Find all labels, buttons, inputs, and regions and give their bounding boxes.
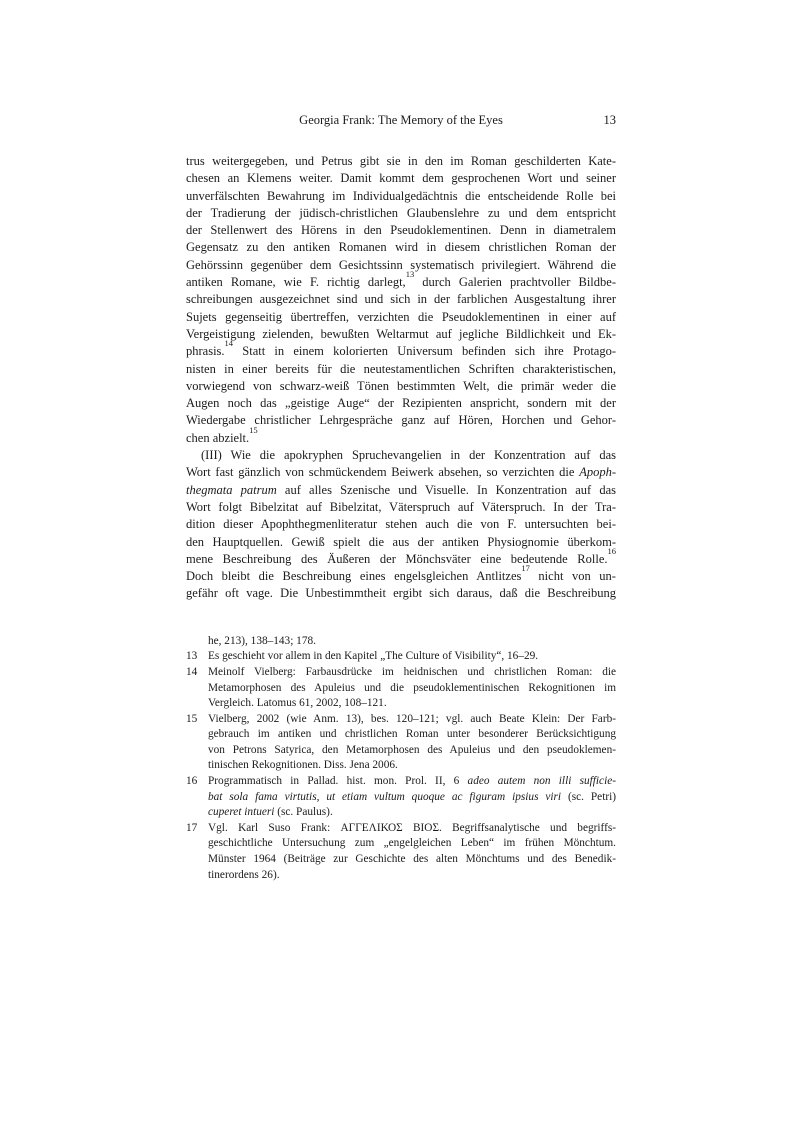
text-line: Gehörssinn gegenüber dem Gesichtssinn systematisch privilegiert. Während die bbox=[186, 257, 616, 272]
italic-text: thegmata patrum bbox=[186, 482, 277, 497]
text-line: tinerordens 26). bbox=[208, 868, 280, 881]
text-line: chen abzielt.$^{15}$ bbox=[186, 424, 258, 445]
text-line: Wiedergabe christlicher Lehrgespräche ganz auf Hören, Horchen und Gehor- bbox=[186, 413, 616, 428]
footnote-number: 16 bbox=[186, 775, 198, 788]
footnote-number bbox=[186, 634, 208, 650]
text-line: Es geschieht vor allem in den Kapitel „The Culture of Visibility“, 16–29. bbox=[208, 650, 539, 663]
text-line: den Hauptquellen. Gewiß spielt die aus der antiken Physiognomie überkom- bbox=[186, 534, 616, 549]
text-line: geschichtliche Untersuchung zum „engelgleichen Leben“ im frühen Mönchtum. bbox=[208, 837, 616, 850]
italic-text: cuperet intueri bbox=[208, 806, 275, 819]
text-line: thegmata patrum auf alles Szenische und Visuelle. In Konzentration auf das bbox=[186, 482, 616, 497]
running-header bbox=[186, 113, 616, 130]
text-line: Vergleich. Latomus 61, 2002, 108–121. bbox=[208, 697, 387, 710]
footnote-ref: 15 bbox=[249, 424, 258, 435]
text-line: vorwiegend von schwarz-weiß Tönen bestimmten Welt, die primär weder die bbox=[186, 378, 616, 393]
text-line: der Stellenwert des Hörens in den Pseudoklementinen. Denn in diametralem bbox=[186, 223, 616, 238]
italic-text: bat sola fama virtutis, ut etiam vultum quoque ac figuram ipsius viri bbox=[208, 790, 562, 803]
body-text bbox=[186, 153, 616, 603]
text-line: Wort fast gänzlich von schmückendem Beiwerk absehen, so verzichten die Apoph- bbox=[186, 465, 616, 480]
footnote-text bbox=[208, 774, 616, 821]
footnote-item bbox=[186, 634, 616, 650]
text-line: (III) Wie die apokryphen Spruchevangelien in der Konzentration auf das bbox=[201, 448, 616, 463]
italic-text: adeo autem non illi sufficie- bbox=[467, 775, 616, 788]
text-line: Vielberg, 2002 (wie Anm. 13), bes. 120–121; vgl. auch Beate Klein: Der Farb- bbox=[208, 712, 616, 725]
text-line: he, 213), 138–143; 178. bbox=[208, 634, 316, 647]
text-line: trus weitergegeben, und Petrus gibt sie in den im Roman geschilderten Kate- bbox=[186, 154, 616, 168]
text-block bbox=[186, 113, 616, 883]
text-line: mene Beschreibung des Äußeren der Mönchsväter eine bedeutende Rolle.$^{16}$ bbox=[186, 545, 616, 566]
footnote-ref: 14 bbox=[224, 338, 234, 349]
paragraph bbox=[186, 153, 616, 447]
footnote-text bbox=[208, 665, 616, 712]
footnote-number: 13 bbox=[186, 650, 198, 663]
text-line: unverfälschten Bewahrung im Individualgedächtnis die entscheidende Rolle bei bbox=[186, 188, 616, 203]
text-line: von Petrons Satyrica, den Metamorphosen des Apuleius und den pseudoklemen- bbox=[208, 743, 616, 756]
footnote-text bbox=[208, 821, 616, 883]
footnote-item bbox=[186, 665, 616, 712]
footnote-ref: 16 bbox=[607, 545, 616, 556]
text-line: gefähr oft vage. Die Unbestimmtheit ergibt sich daraus, daß die Beschreibung bbox=[186, 586, 616, 601]
footnote-ref: 13 bbox=[405, 269, 415, 280]
text-line: Augen noch das „geistige Auge“ der Rezipienten anspricht, sondern mit der bbox=[186, 396, 616, 411]
running-header-title: Georgia Frank: The Memory of the Eyes bbox=[299, 113, 503, 127]
text-line: Gegensatz zu den antiken Romanen wird in diesem christlichen Roman der bbox=[186, 240, 616, 255]
footnote-text bbox=[208, 649, 616, 665]
text-line: Programmatisch in Pallad. hist. mon. Prol. II, 6 adeo autem non illi sufficie- bbox=[208, 775, 616, 788]
footnote-item bbox=[186, 821, 616, 883]
text-line: Sujets gegenseitig übertreffen, verzichten die Pseudoklementinen in einer auf bbox=[186, 309, 616, 324]
footnote-number: 15 bbox=[186, 712, 198, 725]
footnote-number: 17 bbox=[186, 821, 198, 834]
paragraph bbox=[186, 447, 616, 603]
text-line: cuperet intueri (sc. Paulus). bbox=[208, 806, 333, 819]
text-line: schreibungen ausgezeichnet sind und sich in der farblichen Ausgestaltung ihrer bbox=[186, 292, 616, 307]
text-line: Münster 1964 (Beiträge zur Geschichte des alten Mönchtums und des Benedik- bbox=[208, 853, 616, 866]
footnote-section bbox=[186, 634, 616, 884]
footnote-ref: 17 bbox=[521, 563, 530, 574]
text-line: Meinolf Vielberg: Farbausdrücke im heidnischen und christlichen Roman: die bbox=[208, 665, 616, 678]
footnote-item bbox=[186, 712, 616, 774]
footnote-text bbox=[208, 634, 616, 650]
text-line: nisten in einer bereits für die neutestamentlichen Schriften charakteristischen, bbox=[186, 361, 616, 376]
text-line: der Tradierung der jüdisch-christlichen Glaubenslehre zu und dem entspricht bbox=[186, 205, 616, 220]
footnote-item bbox=[186, 774, 616, 821]
footnote-text bbox=[208, 712, 616, 774]
text-line: Doch bleibt die Beschreibung eines engelsgleichen Antlitzes$^{17}$ nicht von un- bbox=[186, 563, 616, 584]
text-line: bat sola fama virtutis, ut etiam vultum quoque ac figuram ipsius viri (sc. Petri) bbox=[208, 790, 616, 803]
text-line: dition dieser Apophthegmenliteratur stehen auch die von F. untersuchten bei- bbox=[186, 517, 616, 532]
text-line: Metamorphosen des Apuleius und die pseudoklementinischen Rekognitionen im bbox=[208, 681, 616, 694]
text-line: gebrauch im antiken und christlichen Roman unter besonderer Berücksichtigung bbox=[208, 728, 616, 741]
italic-text: Apoph- bbox=[579, 465, 616, 480]
text-line: Vgl. Karl Suso Frank: ΑΓΓΕΛΙΚΟΣ ΒΙΟΣ. Begriffsanalytische und begriffs- bbox=[208, 821, 616, 834]
text-line: tinischen Rekognitionen. Diss. Jena 2006. bbox=[208, 759, 398, 772]
footnote-item bbox=[186, 649, 616, 665]
page-number: 13 bbox=[603, 113, 616, 127]
text-line: chesen an Klemens weiter. Damit kommt dem gesprochenen Wort und seiner bbox=[186, 171, 616, 186]
text-line: Wort folgt Bibelzitat auf Bibelzitat, Väterspruch auf Väterspruch. In der Tra- bbox=[186, 499, 616, 514]
text-line: phrasis.$^{14}$ Statt in einem kolorierten Universum befinden sich ihre Protago- bbox=[186, 338, 616, 359]
text-line: antiken Romane, wie F. richtig darlegt,$^{13}$ durch Galerien prachtvoller Bildbe- bbox=[186, 269, 616, 290]
footnote-number: 14 bbox=[186, 665, 198, 678]
text-line: Vergeistigung zielenden, bewußten Weltarmut auf jegliche Bildlichkeit und Ek- bbox=[186, 326, 616, 341]
